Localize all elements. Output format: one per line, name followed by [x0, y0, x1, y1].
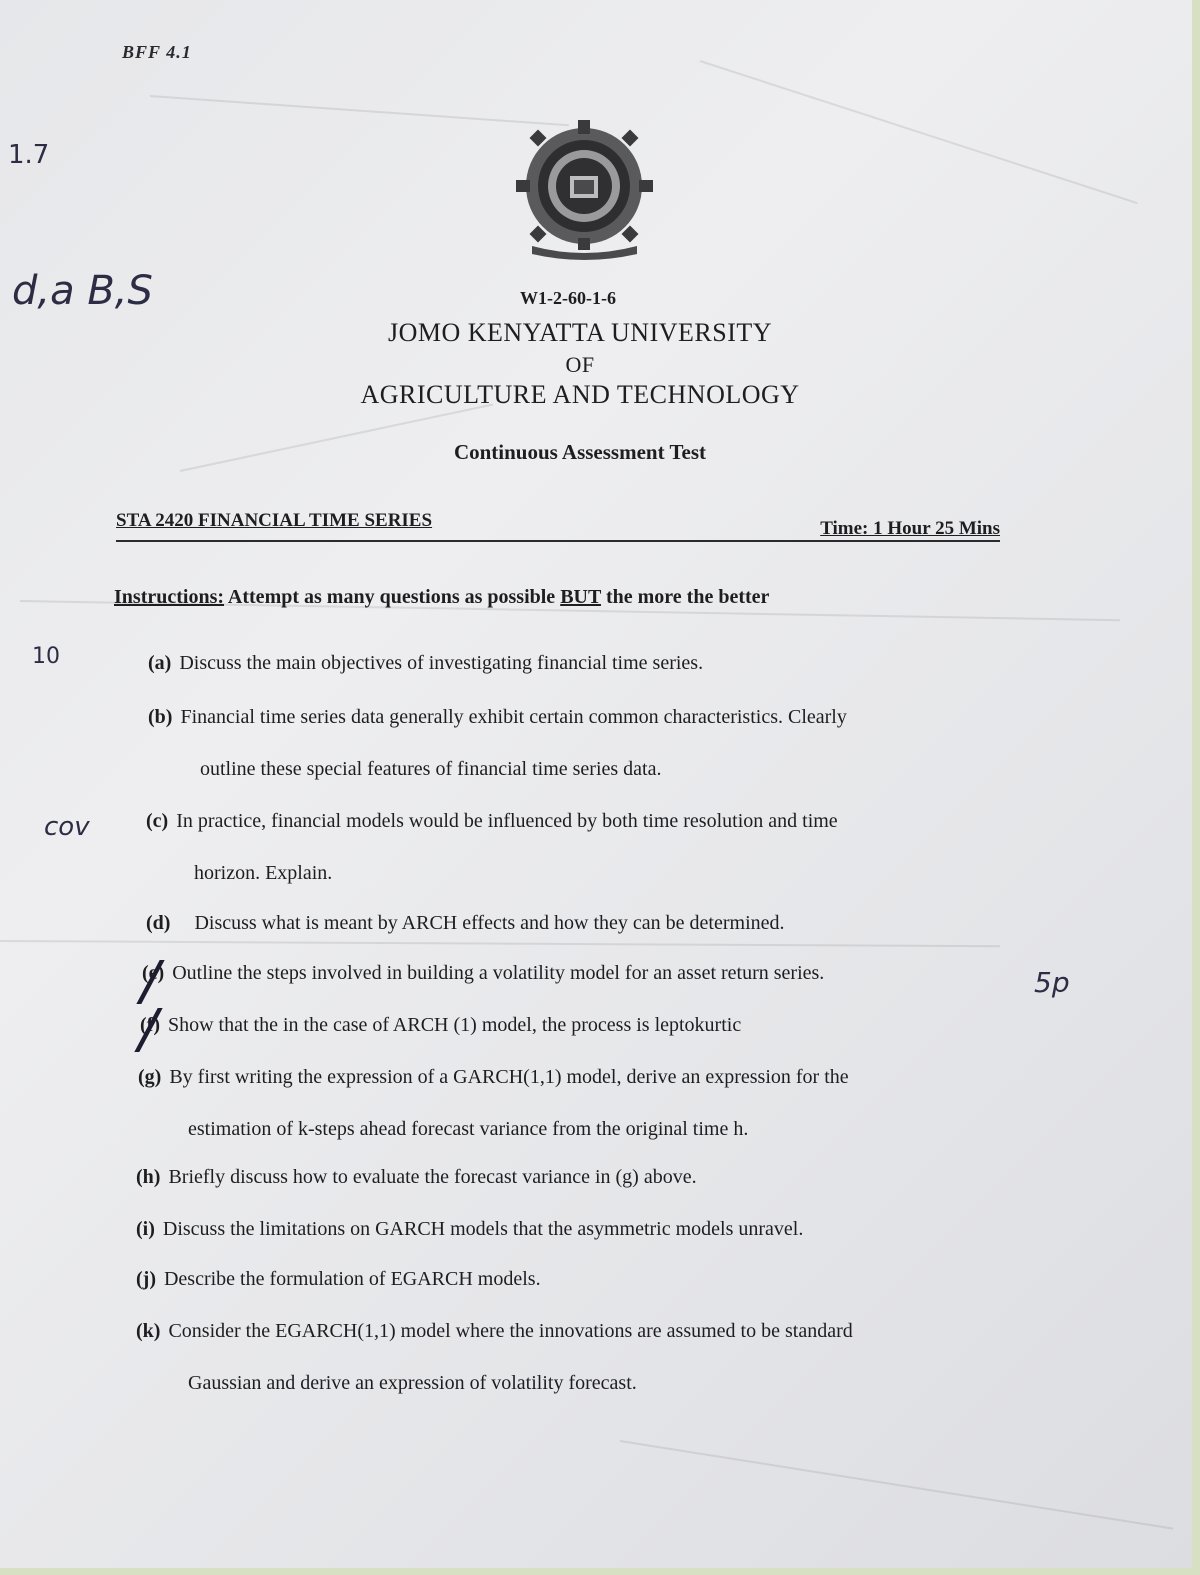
- question-text: Discuss the main objectives of investigating financial time series.: [179, 652, 704, 674]
- question-label: (g): [138, 1066, 162, 1088]
- question-item: [136, 1216, 803, 1242]
- exam-code: W1-2-60-1-6: [520, 288, 616, 308]
- question-item: [136, 1164, 697, 1190]
- question-label: (a): [148, 652, 172, 674]
- paper-crease: [0, 940, 1000, 947]
- paper-crease: [150, 95, 569, 126]
- question-label: (j): [136, 1268, 156, 1290]
- university-name-line2: OF: [565, 352, 595, 377]
- question-label: (i): [136, 1218, 155, 1240]
- instructions-text: the more the better: [605, 586, 770, 608]
- question-item: [140, 1012, 741, 1038]
- question-text-continued: estimation of k-steps ahead forecast variance from the original time h.: [188, 1118, 749, 1140]
- handwritten-note: 10: [32, 644, 60, 669]
- question-label: (b): [148, 706, 173, 728]
- question-text: In practice, financial models would be influenced by both time resolution and time: [176, 810, 838, 832]
- time-allowed: Time: 1 Hour 25 Mins: [820, 518, 1000, 539]
- university-name-line3: AGRICULTURE AND TECHNOLOGY: [360, 380, 800, 409]
- question-item: [148, 704, 847, 782]
- university-name-line1: JOMO KENYATTA UNIVERSITY: [387, 318, 773, 347]
- question-item: [146, 910, 785, 936]
- question-label: (k): [136, 1320, 161, 1342]
- question-item: [136, 1266, 541, 1292]
- question-text: Discuss what is meant by ARCH effects and how they can be determined.: [194, 912, 785, 934]
- question-label: (f): [140, 1014, 160, 1036]
- question-text-continued: outline these special features of financial time series data.: [200, 758, 662, 780]
- question-text: Consider the EGARCH(1,1) model where the innovations are assumed to be standard: [168, 1320, 853, 1342]
- question-item: [138, 1064, 849, 1142]
- instructions: [114, 586, 769, 609]
- question-text: By first writing the expression of a GARCH(1,1) model, derive an expression for the: [169, 1066, 849, 1088]
- course-title: STA 2420 FINANCIAL TIME SERIES: [116, 510, 433, 531]
- instructions-emphasis: BUT: [560, 586, 601, 608]
- question-text: Describe the formulation of EGARCH models.: [163, 1268, 541, 1290]
- handwritten-note: d,a B,S: [12, 268, 153, 314]
- handwritten-note: cov: [44, 812, 90, 842]
- paper-crease: [620, 1440, 1173, 1530]
- question-item: [148, 650, 703, 676]
- document-code: BFF 4.1: [122, 42, 192, 62]
- question-label: (d): [146, 912, 171, 934]
- question-text: Financial time series data generally exhibit certain common characteristics. Clearly: [180, 706, 847, 728]
- course-row: [116, 510, 1000, 542]
- question-text: Outline the steps involved in building a volatility model for an asset return series.: [172, 962, 825, 984]
- question-label: (e): [142, 962, 165, 984]
- question-label: (h): [136, 1166, 161, 1188]
- question-item: [136, 1318, 853, 1396]
- instructions-label: Instructions:: [114, 586, 225, 608]
- question-text-continued: Gaussian and derive an expression of volatility forecast.: [188, 1372, 637, 1394]
- assessment-type: Continuous Assessment Test: [453, 440, 707, 464]
- question-text-continued: horizon. Explain.: [194, 862, 333, 884]
- question-label: (c): [146, 810, 169, 832]
- handwritten-note: 1.7: [8, 140, 50, 170]
- university-crest-icon: [512, 118, 657, 260]
- question-text: Briefly discuss how to evaluate the forecast variance in (g) above.: [168, 1166, 697, 1188]
- question-text: Show that the in the case of ARCH (1) model, the process is leptokurtic: [167, 1014, 742, 1036]
- paper-crease: [700, 60, 1138, 204]
- question-item: [142, 960, 824, 986]
- instructions-text: Attempt as many questions as possible: [227, 586, 556, 608]
- question-item: [146, 808, 838, 886]
- question-text: Discuss the limitations on GARCH models that the asymmetric models unravel.: [162, 1218, 804, 1240]
- handwritten-note: 5p: [1034, 966, 1070, 999]
